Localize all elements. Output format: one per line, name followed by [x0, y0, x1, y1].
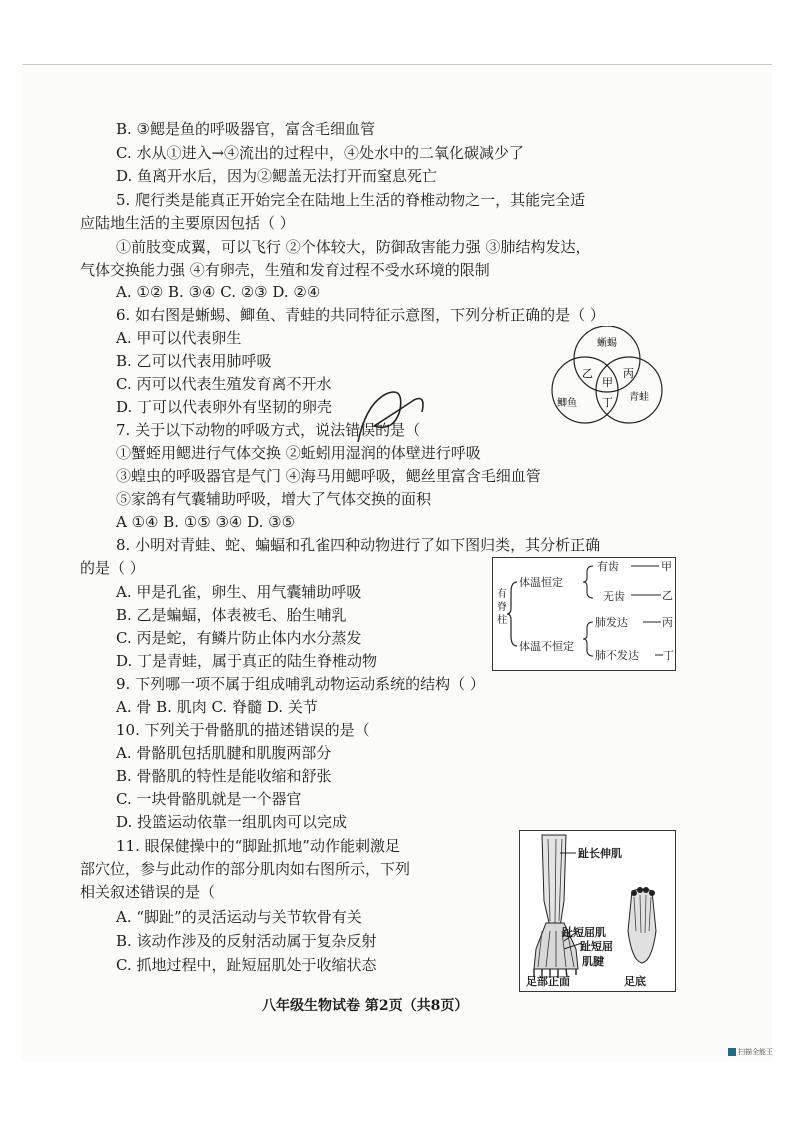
- q4-option-b: B. ③鳃是鱼的呼吸器官，富含毛细血管: [116, 120, 376, 138]
- classification-diagram: [492, 557, 676, 671]
- scanner-logo-text: 扫描全能王: [738, 1048, 773, 1056]
- classify-teeth: 有齿: [597, 560, 619, 573]
- q9-options: A. 骨 B. 肌肉 C. 脊髓 D. 关节: [116, 698, 318, 716]
- q9-stem: 9. 下列哪一项不属于组成哺乳动物运动系统的结构（ ）: [116, 675, 485, 693]
- q6-option-c: C. 丙可以代表生殖发育离不开水: [116, 375, 332, 393]
- q11-option-b: B. 该动作涉及的反射活动属于复杂反射: [116, 932, 377, 950]
- venn-label-lizard: 蜥蜴: [597, 338, 617, 349]
- venn-label-bing: 丙: [623, 368, 634, 380]
- q7-statements-3: ⑤家鸽有气囊辅助呼吸，增大了气体交换的面积: [116, 490, 432, 508]
- q8-option-b: B. 乙是蝙蝠，体表被毛、胎生哺乳: [116, 606, 347, 624]
- q6-option-a: A. 甲可以代表卵生: [116, 329, 242, 347]
- scanner-logo: [728, 1047, 773, 1057]
- foot-caption-front: 足部正面: [526, 975, 570, 988]
- q7-options: A ①④ B. ①⑤ ③④ D. ③⑤: [116, 513, 296, 531]
- q8-stem: 8. 小明对青蛙、蛇、蝙蝠和孔雀四种动物进行了如下图归类，其分析正确: [116, 536, 601, 554]
- q10-stem: 10. 下列关于骨骼肌的描述错误的是（: [116, 721, 370, 739]
- q10-option-b: B. 骨骼肌的特性是能收缩和舒张: [116, 767, 332, 785]
- classify-cold: 体温不恒定: [519, 640, 574, 653]
- q11-option-c: C. 抓地过程中，趾短屈肌处于收缩状态: [116, 956, 377, 974]
- venn-label-ding: 丁: [602, 397, 613, 409]
- classify-bing: 丙: [662, 616, 673, 629]
- q4-option-d: D. 鱼离开水后，因为②鳃盖无法打开而窒息死亡: [116, 167, 438, 185]
- q8-stem-cont: 的是（ ）: [80, 559, 145, 577]
- page-footer: 八年级生物试卷 第2页（共8页）: [262, 998, 469, 1014]
- q5-statements: ①前肢变成翼，可以飞行 ②个体较大，防御敌害能力强 ③肺结构发达，: [116, 238, 591, 256]
- venn-circle-frog: [596, 357, 662, 423]
- classify-bracket-warm: [579, 560, 599, 606]
- q10-option-d: D. 投篮运动依靠一组肌肉可以完成: [116, 813, 348, 831]
- venn-label-frog: 青蛙: [629, 392, 649, 403]
- foot-label-tendon: 肌腱: [582, 955, 604, 968]
- classify-warm: 体温恒定: [519, 576, 563, 589]
- q5-options: A. ①② B. ③④ C. ②③ D. ②④: [116, 283, 321, 301]
- venn-label-yi: 乙: [582, 368, 593, 380]
- q7-statements-1: ①蟹蛭用鳃进行气体交换 ②蚯蚓用湿润的体壁进行呼吸: [116, 444, 481, 462]
- classify-lungdev: 肺发达: [595, 616, 628, 629]
- scanner-logo-icon: [728, 1048, 736, 1056]
- q11-stem-cont2: 相关叙述错误的是（: [80, 883, 216, 901]
- classify-root: 有脊柱: [497, 589, 507, 626]
- q8-option-a: A. 甲是孔雀，卵生、用气囊辅助呼吸: [116, 583, 362, 601]
- classify-lungnodev: 肺不发达: [595, 649, 639, 662]
- foot-label-flexor-2: 趾短屈: [580, 940, 613, 953]
- foot-muscle-figure: [519, 830, 676, 992]
- pen-scribble: [352, 382, 432, 452]
- venn-label-crucian: 鲫鱼: [557, 398, 577, 409]
- q6-option-b: B. 乙可以代表用肺呼吸: [116, 352, 272, 370]
- foot-label-extensor: 趾长伸肌: [578, 847, 622, 860]
- venn-label-jia: 甲: [602, 377, 613, 389]
- classify-ding: 丁: [663, 649, 674, 662]
- q7-stem: 7. 关于以下动物的呼吸方式，说法错误的是（: [116, 421, 421, 439]
- q10-option-c: C. 一块骨骼肌就是一个器官: [116, 790, 302, 808]
- foot-label-flexor: 趾短屈肌: [562, 926, 606, 939]
- q11-stem-cont1: 部穴位，参与此动作的部分肌肉如右图所示，下列: [80, 860, 411, 878]
- foot-caption-sole: 足底: [624, 975, 646, 988]
- q10-option-a: A. 骨骼肌包括肌腱和肌腹两部分: [116, 744, 332, 762]
- q6-option-d: D. 丁可以代表卵外有坚韧的卵壳: [116, 398, 333, 416]
- q8-option-c: C. 丙是蛇，有鳞片防止体内水分蒸发: [116, 629, 362, 647]
- venn-circle-crucian: [552, 357, 618, 423]
- q4-option-c: C. 水从①进入→④流出的过程中，④处水中的二氧化碳减少了: [116, 144, 525, 162]
- q11-option-a: A. “脚趾”的灵活运动与关节软骨有关: [116, 908, 362, 926]
- q6-stem: 6. 如右图是蜥蜴、鲫鱼、青蛙的共同特征示意图，下列分析正确的是（ ）: [116, 306, 605, 324]
- q5-stem-cont: 应陆地生活的主要原因包括（ ）: [80, 214, 295, 232]
- q5-stem: 5. 爬行类是能真正开始完全在陆地上生活的脊椎动物之一，其能完全适: [116, 191, 586, 209]
- venn-diagram: [545, 326, 675, 426]
- q7-statements-2: ③蝗虫的呼吸器官是气门 ④海马用鳃呼吸，鳃丝里富含毛细血管: [116, 467, 541, 485]
- q5-statements-cont: 气体交换能力强 ④有卵壳，生殖和发育过程不受水环境的限制: [80, 261, 490, 279]
- q8-option-d: D. 丁是青蛙，属于真正的陆生脊椎动物: [116, 652, 378, 670]
- classify-noteeth: 无齿: [603, 590, 625, 603]
- q11-stem: 11. 眼保健操中的“脚趾抓地”动作能刺激足: [116, 837, 400, 855]
- classify-jia: 甲: [661, 560, 672, 573]
- classify-yi: 乙: [662, 589, 673, 602]
